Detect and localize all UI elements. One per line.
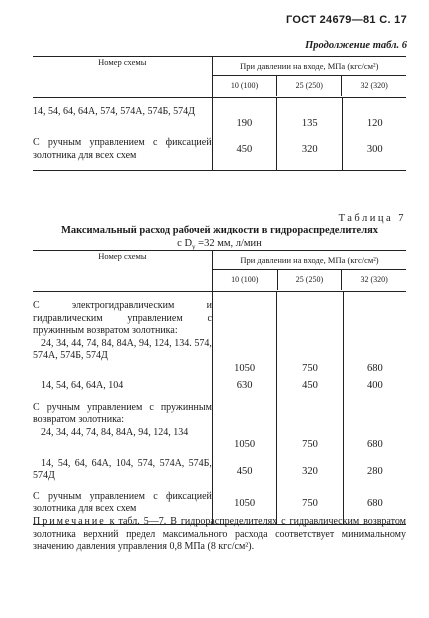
row-desc: 24, 34, 44, 74, 84, 84А, 94, 124, 134. 574, 574А, 574Б, 574Д [33, 337, 212, 361]
table-7-title-line2: с $D_y =32$ мм, л/мин [177, 238, 262, 252]
row-value: 680 [343, 292, 406, 375]
row-value: 450 [212, 129, 276, 171]
pressure-32: 32 (320) [341, 76, 406, 96]
pressure-25: 25 (250) [277, 270, 342, 290]
table-6-header [33, 57, 406, 98]
table-row [33, 393, 406, 450]
table-7-header [33, 251, 406, 292]
col-scheme-header: Номер схемы [33, 57, 212, 98]
footnote-label: Примечание [33, 516, 106, 527]
table-row [33, 98, 406, 130]
group-label: С ручным управлением с пружинным возвратом золотника: [33, 401, 212, 425]
table-row [33, 292, 406, 375]
pressure-10: 10 (100) [230, 81, 259, 90]
row-desc: 24, 34, 44, 74, 84, 84А, 94, 124, 134 [41, 426, 189, 438]
pressure-10: 10 (100) [231, 275, 259, 284]
table-6 [33, 56, 406, 171]
row-value: 280 [343, 450, 406, 483]
row-value: 450 [212, 450, 276, 483]
row-value: 135 [277, 98, 343, 130]
row-value: 750 [277, 393, 343, 450]
row-value: 680 [343, 483, 406, 525]
row-value: 320 [277, 450, 343, 483]
table-7-title-line1: Максимальный расход рабочей жидкости в гидрораспределителях [60, 225, 379, 236]
row-value: 450 [277, 374, 343, 393]
row-value: 630 [212, 374, 276, 393]
row-value: 680 [343, 393, 406, 450]
row-desc: 14, 54, 64, 64А, 104 [41, 380, 124, 391]
table-continuation-label: Продолжение табл. 6 [305, 40, 407, 51]
row-desc: 14, 54, 64, 64А, 574, 574А, 574Б, 574Д [33, 106, 196, 117]
group-label: С электрогидравлическим и гидравлическим управлением с пружинным возвратом золотника: [33, 300, 212, 336]
table-row [33, 129, 406, 171]
col-pressure-header: При давлении на входе, МПа (кгс/см²) [213, 57, 406, 76]
row-desc: С ручным управлением с фиксацией золотника для всех схем [33, 490, 212, 514]
pressure-32: 32 (320) [341, 270, 406, 290]
row-value: 120 [343, 98, 406, 130]
row-desc: 14, 54, 64, 64А, 104, 574, 574А, 574Б, 574Д [33, 457, 212, 481]
footnote-text: к табл. 5—7. В гидрораспределителях с гидравлическим возвратом золотника верхний предел максимального расхода соответствует минимальному значению давления управления 0,8 МПа (8 кгс/см²). [33, 516, 406, 552]
page-header: ГОСТ 24679—81 С. 17 [286, 14, 407, 26]
pressure-25: 25 (250) [276, 76, 341, 96]
table-7-number: Таблица 7 [338, 213, 406, 224]
row-desc: С ручным управлением с фиксацией золотника для всех схем [33, 137, 212, 161]
row-value: 1050 [212, 393, 276, 450]
row-value: 300 [343, 129, 406, 171]
row-value: 400 [343, 374, 406, 393]
row-value: 190 [212, 98, 276, 130]
table-row [33, 374, 406, 393]
col-pressure-header: При давлении на входе, МПа (кгс/см²) [213, 251, 406, 270]
col-scheme-header: Номер схемы [33, 251, 212, 292]
row-value: 750 [277, 483, 343, 525]
row-value: 750 [277, 292, 343, 375]
row-value: 1050 [212, 483, 276, 525]
footnote [33, 516, 406, 554]
row-value: 320 [277, 129, 343, 171]
table-7 [33, 250, 406, 525]
row-value: 1050 [212, 292, 276, 375]
table-row [33, 450, 406, 483]
